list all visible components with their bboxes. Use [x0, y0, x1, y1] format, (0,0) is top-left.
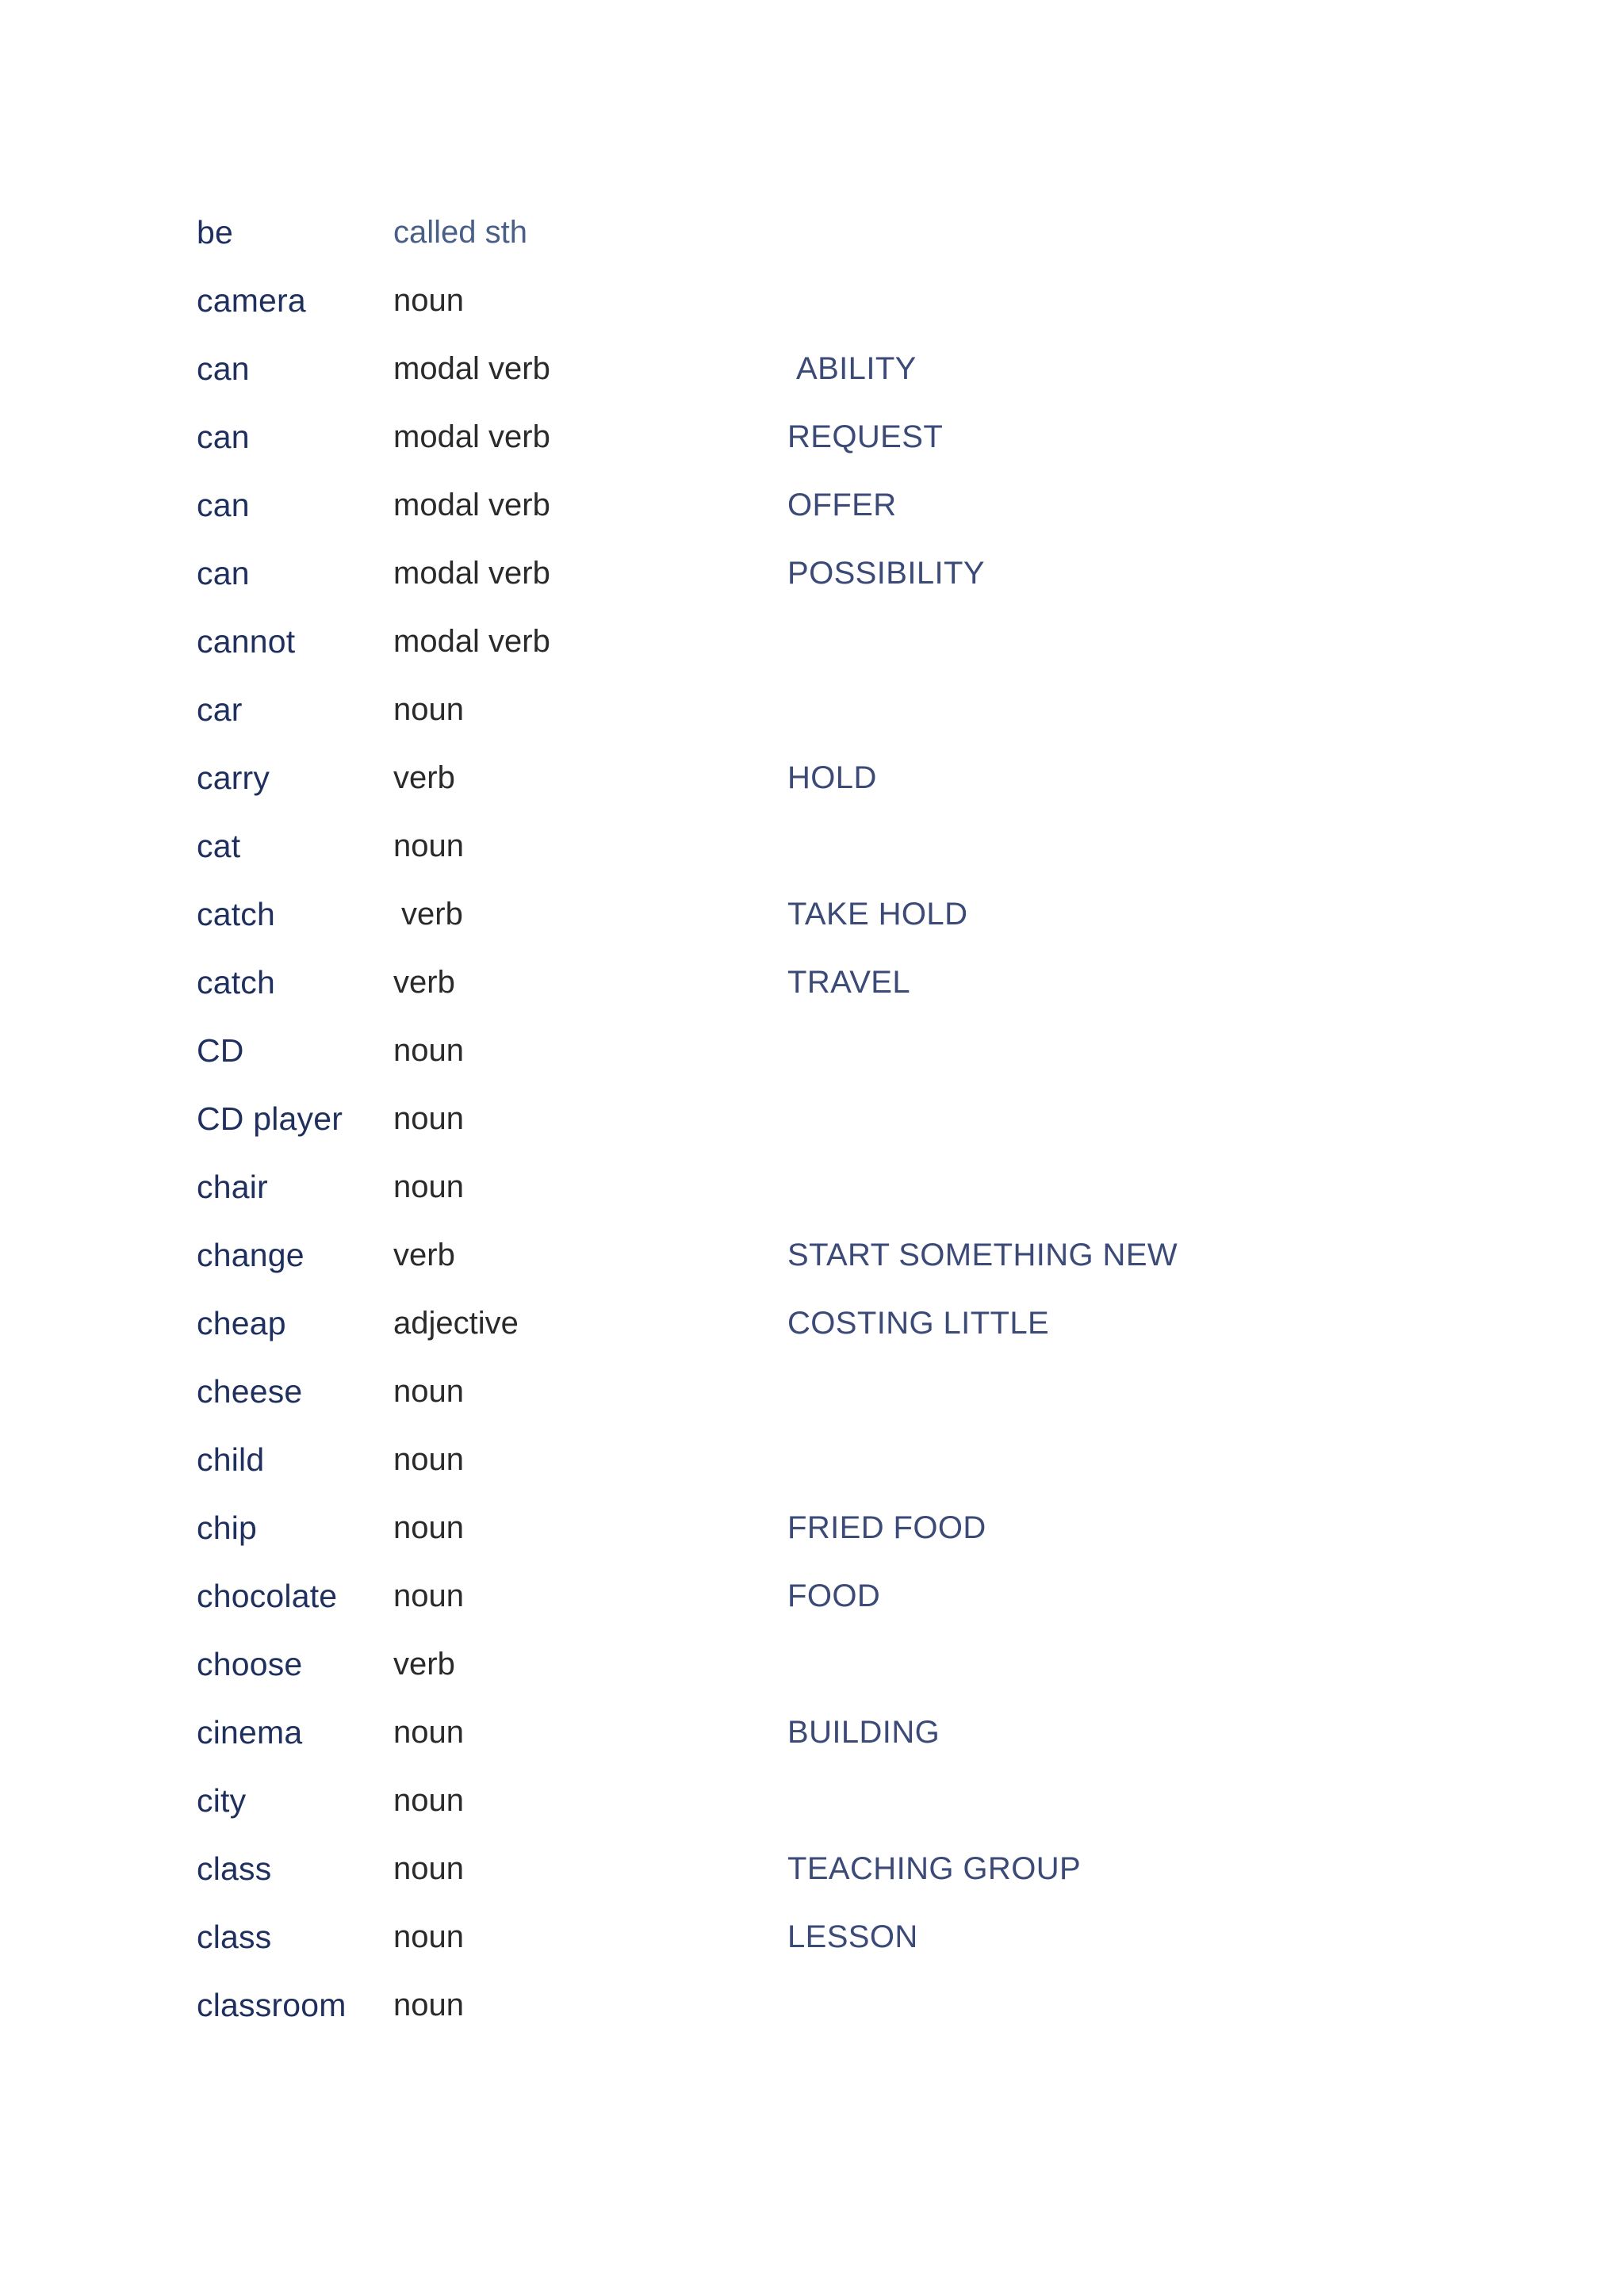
part-of-speech: verb [393, 1646, 455, 1682]
list-item [197, 1766, 1465, 1835]
headword: can [197, 486, 250, 523]
part-of-speech: verb [393, 760, 455, 795]
list-item [197, 1425, 1465, 1494]
list-item [197, 471, 1465, 539]
part-of-speech: noun [393, 1441, 464, 1477]
guide-word: TEACHING GROUP [787, 1850, 1082, 1886]
part-of-speech: noun [393, 1100, 464, 1136]
guide-word: FOOD [787, 1578, 881, 1613]
guide-word: FRIED FOOD [787, 1510, 986, 1545]
headword: cinema [197, 1713, 303, 1751]
headword: class [197, 1918, 272, 1955]
headword: catch [197, 895, 275, 932]
list-item [197, 1085, 1465, 1153]
part-of-speech: noun [393, 1987, 464, 2022]
list-item [197, 1971, 1465, 2039]
part-of-speech: verb [393, 1237, 455, 1272]
guide-word: REQUEST [787, 419, 944, 454]
headword: can [197, 554, 250, 591]
part-of-speech: noun [393, 828, 464, 863]
list-item [197, 948, 1465, 1016]
headword: CD player [197, 1100, 343, 1137]
list-item [197, 1494, 1465, 1562]
headword: class [197, 1850, 272, 1887]
guide-word: TAKE HOLD [787, 896, 968, 932]
list-item [197, 266, 1465, 335]
part-of-speech: noun [393, 1510, 464, 1545]
list-item [197, 1016, 1465, 1085]
headword: car [197, 691, 243, 728]
headword: carry [197, 759, 270, 796]
part-of-speech: noun [393, 1850, 464, 1886]
headword: cannot [197, 622, 296, 660]
headword: chip [197, 1509, 258, 1546]
headword: cheese [197, 1372, 303, 1410]
word-list [197, 198, 1465, 2039]
list-item [197, 335, 1465, 403]
guide-word: LESSON [787, 1919, 918, 1954]
guide-word: ABILITY [796, 350, 917, 386]
guide-word: BUILDING [787, 1714, 940, 1750]
headword: catch [197, 963, 275, 1001]
list-item [197, 1357, 1465, 1425]
guide-word: START SOMETHING NEW [787, 1237, 1178, 1272]
part-of-speech: noun [393, 282, 464, 318]
list-item [197, 1221, 1465, 1289]
part-of-speech: modal verb [393, 487, 550, 522]
list-item [197, 1698, 1465, 1766]
headword: change [197, 1236, 304, 1273]
list-item [197, 1289, 1465, 1357]
headword: be [197, 213, 234, 251]
headword: child [197, 1441, 265, 1478]
guide-word: TRAVEL [787, 964, 911, 1000]
part-of-speech: modal verb [393, 555, 550, 591]
part-of-speech: noun [393, 1782, 464, 1818]
part-of-speech: noun [393, 1919, 464, 1954]
headword: chocolate [197, 1577, 338, 1614]
guide-word: COSTING LITTLE [787, 1305, 1050, 1341]
headword: choose [197, 1645, 303, 1682]
list-item [197, 539, 1465, 607]
part-of-speech: modal verb [393, 419, 550, 454]
guide-word: POSSIBILITY [787, 555, 985, 591]
list-item [197, 607, 1465, 675]
headword: can [197, 418, 250, 455]
part-of-speech: noun [393, 1169, 464, 1204]
headword: CD [197, 1031, 244, 1069]
part-of-speech: noun [393, 1032, 464, 1068]
part-of-speech: noun [393, 1714, 464, 1750]
part-of-speech: noun [393, 1373, 464, 1409]
headword: city [197, 1781, 247, 1819]
headword: cat [197, 827, 241, 864]
headword: classroom [197, 1986, 347, 2023]
list-item [197, 880, 1465, 948]
guide-word: HOLD [787, 760, 877, 795]
list-item [197, 1903, 1465, 1971]
headword: chair [197, 1168, 268, 1205]
headword: can [197, 350, 250, 387]
list-item [197, 1835, 1465, 1903]
part-of-speech: modal verb [393, 350, 550, 386]
part-of-speech: verb [401, 896, 463, 932]
list-item [197, 403, 1465, 471]
part-of-speech: modal verb [393, 623, 550, 659]
headword: camera [197, 281, 306, 319]
part-of-speech: adjective [393, 1305, 519, 1341]
part-of-speech: called sth [393, 214, 527, 250]
part-of-speech: noun [393, 1578, 464, 1613]
list-item [197, 675, 1465, 744]
part-of-speech: verb [393, 964, 455, 1000]
headword: cheap [197, 1304, 286, 1341]
list-item [197, 1562, 1465, 1630]
guide-word: OFFER [787, 487, 897, 522]
list-item [197, 198, 1465, 266]
list-item [197, 744, 1465, 812]
list-item [197, 1153, 1465, 1221]
list-item [197, 1630, 1465, 1698]
part-of-speech: noun [393, 691, 464, 727]
list-item [197, 812, 1465, 880]
